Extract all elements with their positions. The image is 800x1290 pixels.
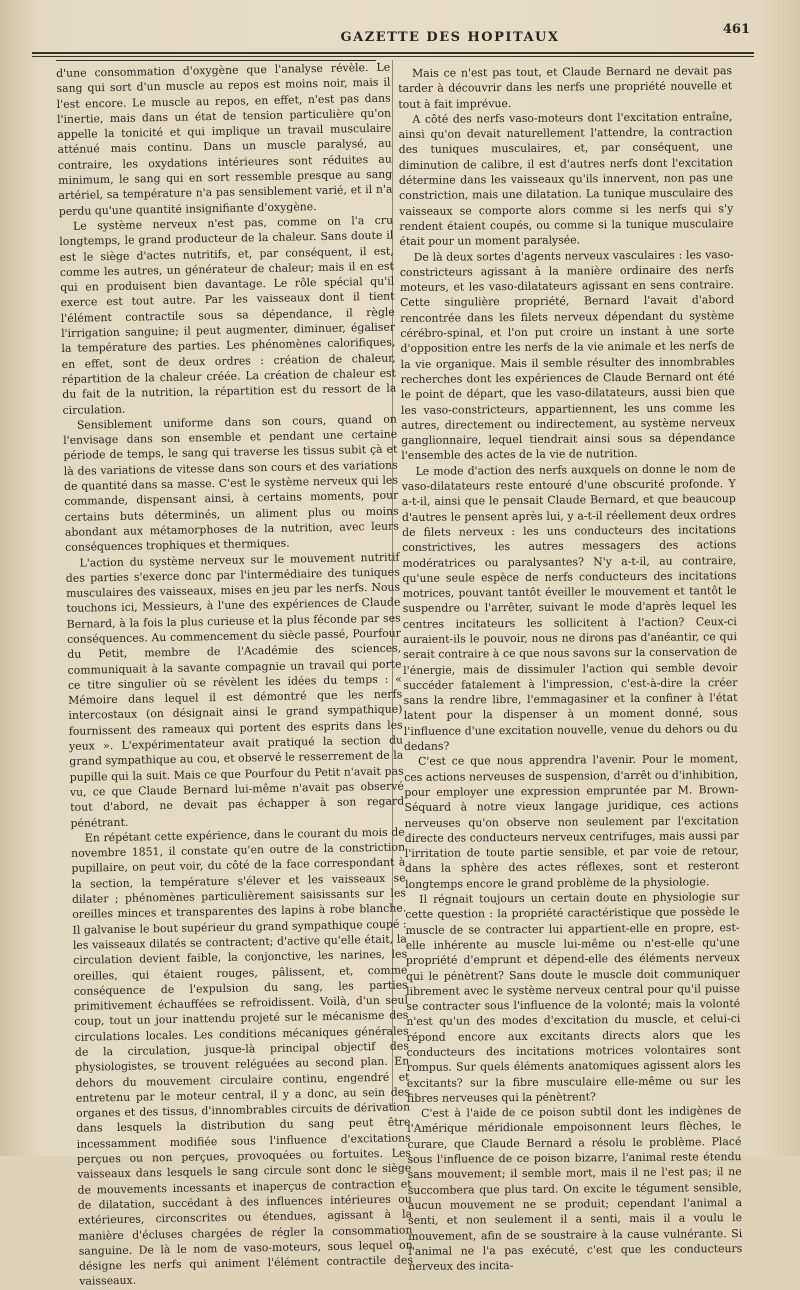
paragraph: Sensiblement uniforme dans son cours, quand on l'envisage dans son ensemble et pendant une certaine période de temps, le sang qui traverse les tissus subit çà et là des variations de vitesse dans son cours et des variations de quantité dans sa masse. C'est le système nerveux qui les commande, dispensant ainsi, à certains moments, pour certains buts déterminés, un aliment plus ou moins abondant aux métamorphoses de la nutrition, avec leurs conséquences trophiques et thermiques. (63, 412, 400, 555)
right-column (398, 63, 743, 1274)
paragraph: De là deux sortes d'agents nerveux vasculaires : les vaso-constricteurs agissant à la manière ordinaire des nerfs moteurs, et les vaso-dilatateurs agissant en sens contraire. Cette singulière propriété, Bernard l'avait d'abord rencontrée dans les filets nerveux dépendant du système cérébro-spinal, et l'on put croire un instant à une sorte d'opposition entre les nerfs de la vie animale et les nerfs de la vie organique. Mais il semble résulter des innombrables recherches dont les expériences de Claude Bernard ont été le point de départ, que les vaso-dilatateurs, aussi bien que les vaso-constricteurs, appartiennent, les uns comme les autres, directement ou indirectement, au système nerveux ganglionnaire, lequel tiendrait ainsi sous sa dépendance l'ensemble des actes de la vie de nutrition. (399, 247, 736, 463)
paragraph: En répétant cette expérience, dans le courant du mois de novembre 1851, il constate qu'en outre de la constriction pupillaire, on peut voir, du côté de la face correspondant à la section, la température s'élever et les vaisseaux se dilater ; phénomènes particulièrement saisissants sur les oreilles minces et transparentes des lapins à robe blanche. Il galvanise le bout supérieur du grand sympathique coupé : les vaisseaux dilatés se contractent; d'active qu'elle était, la circulation devient faible, la conjonctive, les narines, les oreilles, qui étaient rouges, pâlissent, et, comme conséquence de l'expulsion du sang, les parties primitivement échauffées se refroidissent. Voilà, d'un seul coup, tout un jour inattendu projeté sur le mécanisme des circulations locales. Les conditions mécaniques générales de la circulation, jusque-là principal objectif des physiologistes, se trouvent reléguées au second plan. En dehors du mouvement circulaire continu, engendré et entretenu par le moteur central, il y a donc, au sein des organes et des tissus, d'innombrables circuits de dérivation dans lesquels la distribution du sang peut être incessamment modifiée sous l'influence d'excitations perçues ou non perçues, provoquées ou fortuites. Les vaisseaux dans lesquels le sang circule sont donc le siège de mouvements incessants et inaperçus de contraction et de dilatation, succédant à des influences intérieures ou extérieures, circonscrites ou étendues, agissant à la manière d'écluses chargées de régler la consommation sanguine. De là le nom de vaso-moteurs, sous lequel on désigne les nerfs qui animent l'élément contractile des vaisseaux. (70, 825, 414, 1289)
paragraph: C'est à l'aide de ce poison subtil dont les indigènes de l'Amérique méridionale empoisonnent leurs flèches, le curare, que Claude Bernard a résolu le problème. Placé sous l'influence de ce poison bizarre, l'animal reste étendu sans mouvement; il semble mort, mais il ne l'est pas; il ne succombera que plus tard. On excite le tégument sensible, aucun mouvement ne se produit; cependant l'animal a senti, et non seulement il a senti, mais il a voulu le mouvement, afin de se soustraire à la cause vulnérante. Si l'animal ne l'a pas exécuté, c'est que les conducteurs nerveux des incita- (407, 1104, 743, 1274)
paragraph: L'action du système nerveux sur le mouvement nutritif des parties s'exerce donc par l'intermédiaire des tuniques musculaires des vaisseaux, mises en jeu par les nerfs. Nous touchons ici, Messieurs, à l'une des expériences de Claude Bernard, à la fois la plus curieuse et la plus féconde par ses conséquences. Au commencement du siècle passé, Pourfour du Petit, membre de l'Académie des sciences, communiquait à la savante compagnie un travail qui porte ce titre singulier où se révèlent les idées du temps : « Mémoire dans lequel il est démontré que les nerfs intercostaux (on désignait ainsi le grand sympathique) fournissent des rameaux qui portent des esprits dans les yeux ». L'expérimentateur avait pratiqué la section du grand sympathique au cou, et observé le resserrement de la pupille qui la suit. Mais ce que Pourfour du Petit n'avait pas vu, ce que Claude Bernard lui-même n'avait pas observé tout d'abord, ne devait pas échapper à son regard pénétrant. (65, 549, 405, 830)
paragraph: Le système nerveux n'est pas, comme on l'a cru longtemps, le grand producteur de la chaleur. Sans doute il est le siège d'actes nutritifs, et, par conséquent, il est, comme les autres, un générateur de chaleur; mais il en est qui en produisent bien davantage. Le rôle spécial qu'il exerce est tout autre. Par les vaisseaux dont il tient l'élément contractile sous sa dépendance, il règle l'irrigation sanguine; il peut augmenter, diminuer, égaliser la température des parties. Les phénomènes calorifiques, en effet, sont de deux ordres : création de chaleur, répartition de la chaleur créée. La création de chaleur est du fait de la nutrition, la répartition est du ressort de la circulation. (59, 213, 397, 417)
page-number: 461 (722, 22, 750, 37)
paragraph: Il régnait toujours un certain doute en physiologie sur cette question : la propriété caractéristique que possède le muscle de se contracter lui appartient-elle en propre, est-elle inhérente au muscle lui-même ou n'est-elle qu'une propriété d'emprunt et dépend-elle des éléments nerveux qui le pénètrent? Sans doute le muscle doit communiquer librement avec le système nerveux central pour qu'il puisse se contracter sous l'influence de la volonté; mais la volonté n'est qu'un des modes d'excitation du muscle, et celui-ci répond encore aux excitants directs alors que les conducteurs des incitations motrices volontaires sont rompus. Sur quels éléments anatomiques agissent alors les excitants? sur la fibre musculaire elle-même ou sur les fibres nerveuses qui la pénètrent? (405, 890, 741, 1105)
paragraph: Mais ce n'est pas tout, et Claude Bernard ne devait pas tarder à découvrir dans les nerfs une propriété nouvelle et tout à fait imprévue. (398, 64, 733, 111)
paragraph: Le mode d'action des nerfs auxquels on donne le nom de vaso-dilatateurs reste entouré d'une obscurité profonde. Y a-t-il, ainsi que le pensait Claude Bernard, et que beaucoup d'autres le pensent après lui, y a-t-il réellement deux ordres de filets nerveux : les uns conducteurs des incitations constrictives, les autres messagers des actions modératrices ou paralysantes? N'y a-t-il, au contraire, qu'une seule espèce de nerfs conducteurs des incitations motrices, pouvant tantôt éveiller le mouvement et tantôt le suspendre ou l'arrêter, suivant le mode d'après lequel les centres incitateurs les sollicitent à l'action? Ceux-ci auraient-ils le pouvoir, nous ne dirons pas d'anéantir, ce qui serait contraire à ce que nous savons sur la conservation de l'énergie, mais de dissimuler l'action qui semble devoir succéder fatalement à l'impression, c'est-à-dire la créer sans la rendre libre, l'emmagasiner et la confiner à l'état latent pour la dispenser à un moment donné, sous l'influence d'une excitation nouvelle, venue du dehors ou du dedans? (401, 461, 738, 754)
paragraph: C'est ce que nous apprendra l'avenir. Pour le moment, ces actions nerveuses de suspension, d'arrêt ou d'inhibition, pour employer une expression empruntée par M. Brown-Séquard à notre vieux langage juridique, ces actions nerveuses qu'on observe non seulement par l'excitation directe des conducteurs nerveux centrifuges, mais aussi par l'irritation de toute partie sensible, et par voie de retour, dans la sphère des actes réflexes, sont et resteront longtemps encore le grand problème de la physiologie. (404, 752, 740, 891)
paragraph: A côté des nerfs vaso-moteurs dont l'excitation entraîne, ainsi qu'on devait naturellement l'attendre, la contraction des tuniques musculaires, et, par conséquent, une diminution de calibre, il est d'autres nerfs dont l'excitation détermine dans les vaisseaux qu'ils innervent, non pas une constriction, mais une dilatation. La tunique musculaire des vaisseaux se comporte alors comme si les nerfs qui s'y rendent étaient coupés, ou comme si la tunique musculaire était pour un moment paralysée. (398, 109, 734, 249)
left-column (56, 60, 413, 1290)
page-header-title: GAZETTE DES HOPITAUX (340, 30, 560, 45)
header-rule (32, 52, 754, 57)
paragraph: d'une consommation d'oxygène que l'analyse révèle. Le sang qui sort d'un muscle au repos est moins noir, mais il l'est encore. Le muscle au repos, en effet, n'est pas dans l'inertie, mais dans un état de tension particulière qu'on appelle la tonicité et qui implique un travail musculaire atténué mais continu. Dans un muscle paralysé, au contraire, les oxydations intérieures sont réduites au minimum, le sang qui en sort ressemble presque au sang artériel, sa température n'a pas sensiblement varié, et il n'a perdu qu'une quantité insignifiante d'oxygène. (56, 60, 393, 218)
